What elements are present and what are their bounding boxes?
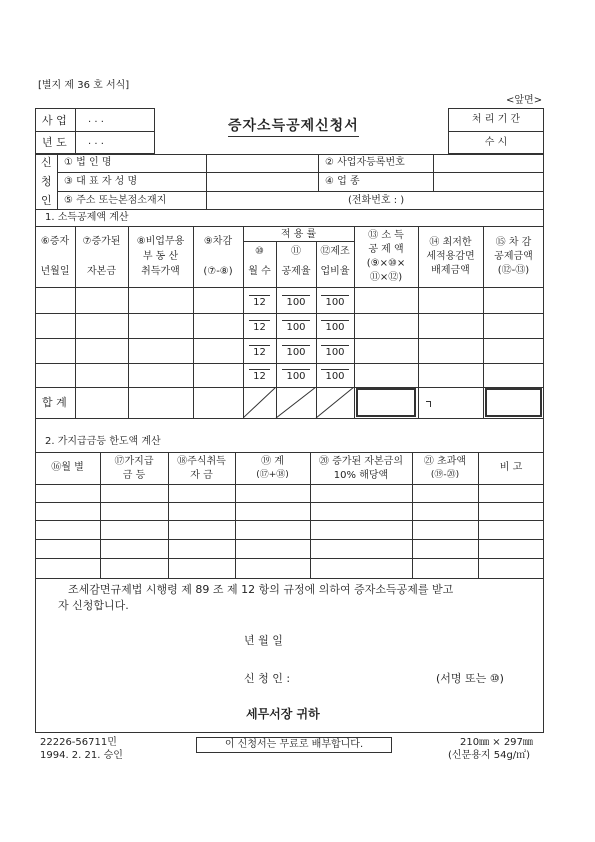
ratio-row-3: 100 xyxy=(316,347,354,359)
col-provisional-payment-sub: 금 등 xyxy=(122,470,146,481)
page-side-label: <앞면> xyxy=(506,95,543,106)
paper-type: (신문용지 54g/㎡) xyxy=(448,750,531,761)
months-row-3: 12 xyxy=(243,347,276,359)
business-year-label-1: 사 업 xyxy=(42,114,67,127)
rate-row-3: 100 xyxy=(276,347,316,359)
form-code: 22226-56711민 xyxy=(40,737,117,748)
col-sum-sub: (⑰+⑱) xyxy=(256,470,289,480)
declaration-text-2: 자 신청합니다. xyxy=(58,599,129,612)
col-balance-sub: (⑦-⑧) xyxy=(203,266,233,277)
section2-title: 2. 가지급금등 한도액 계산 xyxy=(45,436,161,447)
application-date[interactable]: 년 월 일 xyxy=(244,634,283,647)
business-year-end[interactable]: . . . xyxy=(88,136,104,147)
total-net-deduction-box[interactable] xyxy=(485,388,542,417)
col-minimum-tax-exclusion: ⑭ 최저한 xyxy=(429,237,472,248)
processing-period-value: 수 시 xyxy=(484,137,508,148)
col-capital-increase-date-sub: 년월일 xyxy=(40,266,70,277)
ratio-row-1: 100 xyxy=(316,297,354,309)
col-increased-capital-sub: 자본금 xyxy=(87,266,116,277)
applicant-label: 신 청 인 : xyxy=(244,672,291,685)
corporation-name-label: ① 법 인 명 xyxy=(64,157,112,168)
col-non-business-property-sub2: 취득가액 xyxy=(141,266,180,277)
col-increased-capital: ⑦증가된 xyxy=(82,236,121,247)
representative-name-label: ③ 대 표 자 성 명 xyxy=(64,176,138,187)
form-number: [별지 제 36 호 서식] xyxy=(38,80,130,91)
col-net-deduction: ⑮ 차 감 xyxy=(495,237,532,248)
col-provisional-payment: ⑰가지급 xyxy=(114,456,154,467)
applicant-side-1: 신 xyxy=(41,156,52,169)
col-non-business-property-sub1: 부 동 산 xyxy=(142,251,179,262)
tax-office-addressee: 세무서장 귀하 xyxy=(246,707,320,721)
business-year-label-2: 년 도 xyxy=(42,136,67,149)
rate-row-2: 100 xyxy=(276,322,316,334)
registration-number-label: ② 사업자등록번호 xyxy=(325,157,405,168)
col-income-deduction-sub2: (⑨×⑩× xyxy=(366,258,406,269)
months-row-1: 12 xyxy=(243,297,276,309)
col-income-deduction: ⑬ 소 득 xyxy=(368,230,404,241)
rate-row-4: 100 xyxy=(276,371,316,383)
col-net-deduction-sub2: (⑫-⑬) xyxy=(497,265,530,276)
approval-date: 1994. 2. 21. 승인 xyxy=(40,750,123,761)
business-year-start[interactable]: . . . xyxy=(88,114,104,125)
phone-label: (전화번호 : ) xyxy=(348,195,405,206)
col-balance: ⑨차감 xyxy=(203,236,233,247)
months-row-4: 12 xyxy=(243,371,276,383)
col-months: 월 수 xyxy=(248,266,271,277)
col-months-num: ⑩ xyxy=(255,246,264,257)
registration-number-field[interactable] xyxy=(434,155,543,171)
col-non-business-property: ⑧비업무용 xyxy=(136,236,185,247)
col-stock-acquisition: ⑱주식취득 xyxy=(177,456,226,467)
col-ten-percent-sub: 10% 해당액 xyxy=(333,470,389,481)
signature-label[interactable]: (서명 또는 ⑩) xyxy=(436,672,504,685)
col-applied-rate: 적 용 률 xyxy=(280,229,317,240)
corporation-name-field[interactable] xyxy=(207,155,317,171)
col-deduction-rate-num: ⑪ xyxy=(291,246,301,257)
paper-size: 210㎜ × 297㎜ xyxy=(460,737,533,748)
applicant-side-3: 인 xyxy=(41,194,52,207)
address-field[interactable] xyxy=(207,192,347,208)
col-excess: ㉑ 초과액 xyxy=(423,456,467,467)
col-manufacturing-ratio: ⑫제조 xyxy=(320,246,350,257)
col-manufacturing-ratio-sub: 업비율 xyxy=(320,266,350,277)
processing-period-label: 처 리 기 간 xyxy=(471,114,521,125)
col-remarks: 비 고 xyxy=(499,462,523,473)
col-net-deduction-sub1: 공제금액 xyxy=(494,251,533,262)
declaration-text-1: 조세감면규제법 시행령 제 89 조 제 12 항의 규정에 의하여 증자소득공제를 받고 xyxy=(68,583,454,596)
free-distribution-notice: 이 신청서는 무료로 배부합니다. xyxy=(224,739,364,750)
col-minimum-tax-exclusion-sub2: 배제금액 xyxy=(431,265,470,276)
col-month: ⑯월 별 xyxy=(51,462,84,473)
applicant-side-2: 청 xyxy=(41,175,52,188)
total-deduction-box[interactable] xyxy=(356,388,416,417)
ratio-row-2: 100 xyxy=(316,322,354,334)
industry-label: ④ 업 종 xyxy=(325,176,360,187)
col-income-deduction-sub1: 공 제 액 xyxy=(368,244,404,255)
total-diagonals xyxy=(243,387,354,418)
col-sum: ⑲ 계 xyxy=(261,456,284,467)
col-excess-sub: (⑲-⑳) xyxy=(430,470,460,480)
months-row-2: 12 xyxy=(243,322,276,334)
total-mark xyxy=(426,401,431,407)
col-ten-percent: ⑳ 증가된 자본금의 xyxy=(319,456,403,467)
document-title: 증자소득공제신청서 xyxy=(228,118,359,137)
col-stock-acquisition-sub: 자 금 xyxy=(190,470,213,481)
col-deduction-rate: 공제율 xyxy=(281,266,311,277)
address-label: ⑤ 주소 또는본점소재지 xyxy=(64,195,167,206)
col-income-deduction-sub3: ⑪×⑫) xyxy=(369,272,403,283)
total-label: 합 계 xyxy=(42,396,67,409)
col-capital-increase-date: ⑥증자 xyxy=(40,236,70,247)
rate-row-1: 100 xyxy=(276,297,316,309)
representative-name-field[interactable] xyxy=(207,173,317,190)
ratio-row-4: 100 xyxy=(316,371,354,383)
section1-title: 1. 소득공제액 계산 xyxy=(45,212,129,223)
industry-field[interactable] xyxy=(434,173,543,190)
col-minimum-tax-exclusion-sub1: 세적용감면 xyxy=(426,251,475,262)
